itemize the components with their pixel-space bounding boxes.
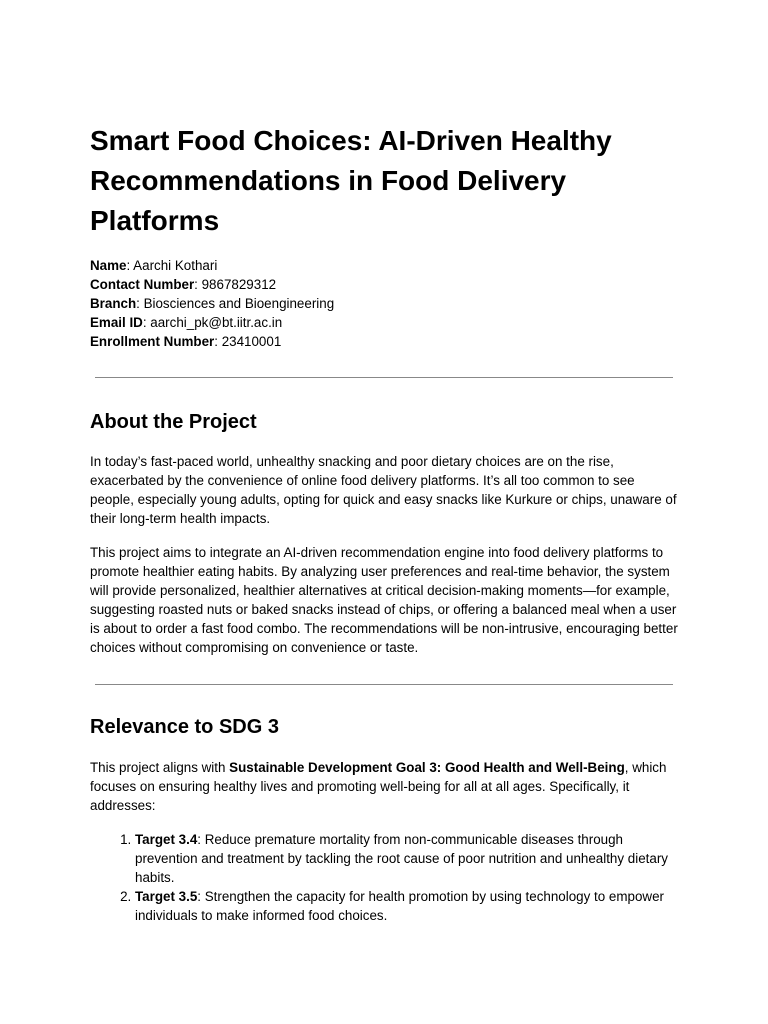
target-label: Target 3.5 xyxy=(135,889,198,904)
intro-suffix: , which focuses on ensuring healthy lives and promoting well-being for all at all ages. Specifically, it addresses: xyxy=(90,760,667,813)
intro-prefix: This project aligns with xyxy=(90,760,230,775)
author-details xyxy=(90,256,680,351)
detail-enrollment-number xyxy=(90,332,680,351)
document-title: Smart Food Choices: AI-Driven Healthy Recommendations in Food Delivery Platforms xyxy=(90,125,612,236)
sdg-targets-list xyxy=(90,830,680,925)
target-text: : Reduce premature mortality from non-communicable diseases through prevention and treatment by tackling the root cause of poor nutrition and unhealthy dietary habits. xyxy=(135,832,668,885)
detail-value: : aarchi_pk@bt.iitr.ac.in xyxy=(142,315,283,330)
detail-value: : Biosciences and Bioengineering xyxy=(136,296,335,311)
about-paragraph-2: This project aims to integrate an AI-driven recommendation engine into food delivery platforms to promote healthier eating habits. By analyzing user preferences and real-time behavior, the system will provide personalized, healthier alternatives at critical decision-making moments—for example, suggesting roasted nuts or baked snacks instead of chips, or offering a balanced meal when a user is about to order a fast food combo. The recommendations will be non-intrusive, encouraging better choices without compromising on convenience or taste. xyxy=(90,545,678,655)
section-divider xyxy=(95,684,673,685)
relevance-intro xyxy=(90,758,680,815)
detail-contact-number xyxy=(90,275,680,294)
target-label: Target 3.4 xyxy=(135,832,198,847)
detail-value: : Aarchi Kothari xyxy=(126,258,218,273)
detail-value: : 23410001 xyxy=(214,334,282,349)
detail-name xyxy=(90,256,680,275)
about-paragraph-1: In today’s fast-paced world, unhealthy snacking and poor dietary choices are on the rise, exacerbated by the convenience of online food delivery platforms. It’s all too common to see people, especially young adults, opting for quick and easy snacks like Kurkure or chips, unaware of their long-term health impacts. xyxy=(90,454,677,526)
target-text: : Strengthen the capacity for health promotion by using technology to empower individuals to make informed food choices. xyxy=(135,889,664,923)
section-divider xyxy=(95,377,673,378)
detail-label: Enrollment Number xyxy=(90,334,215,349)
detail-branch xyxy=(90,294,680,313)
detail-label: Branch xyxy=(90,296,137,311)
detail-label: Email ID xyxy=(90,315,143,330)
sdg-goal-name: Sustainable Development Goal 3: Good Health and Well-Being xyxy=(229,760,625,775)
list-item xyxy=(135,887,680,925)
detail-value: : 9867829312 xyxy=(194,277,277,292)
about-heading: About the Project xyxy=(90,411,257,433)
relevance-heading: Relevance to SDG 3 xyxy=(90,716,279,738)
list-item xyxy=(135,830,680,887)
detail-label: Name xyxy=(90,258,127,273)
detail-email xyxy=(90,313,680,332)
detail-label: Contact Number xyxy=(90,277,195,292)
